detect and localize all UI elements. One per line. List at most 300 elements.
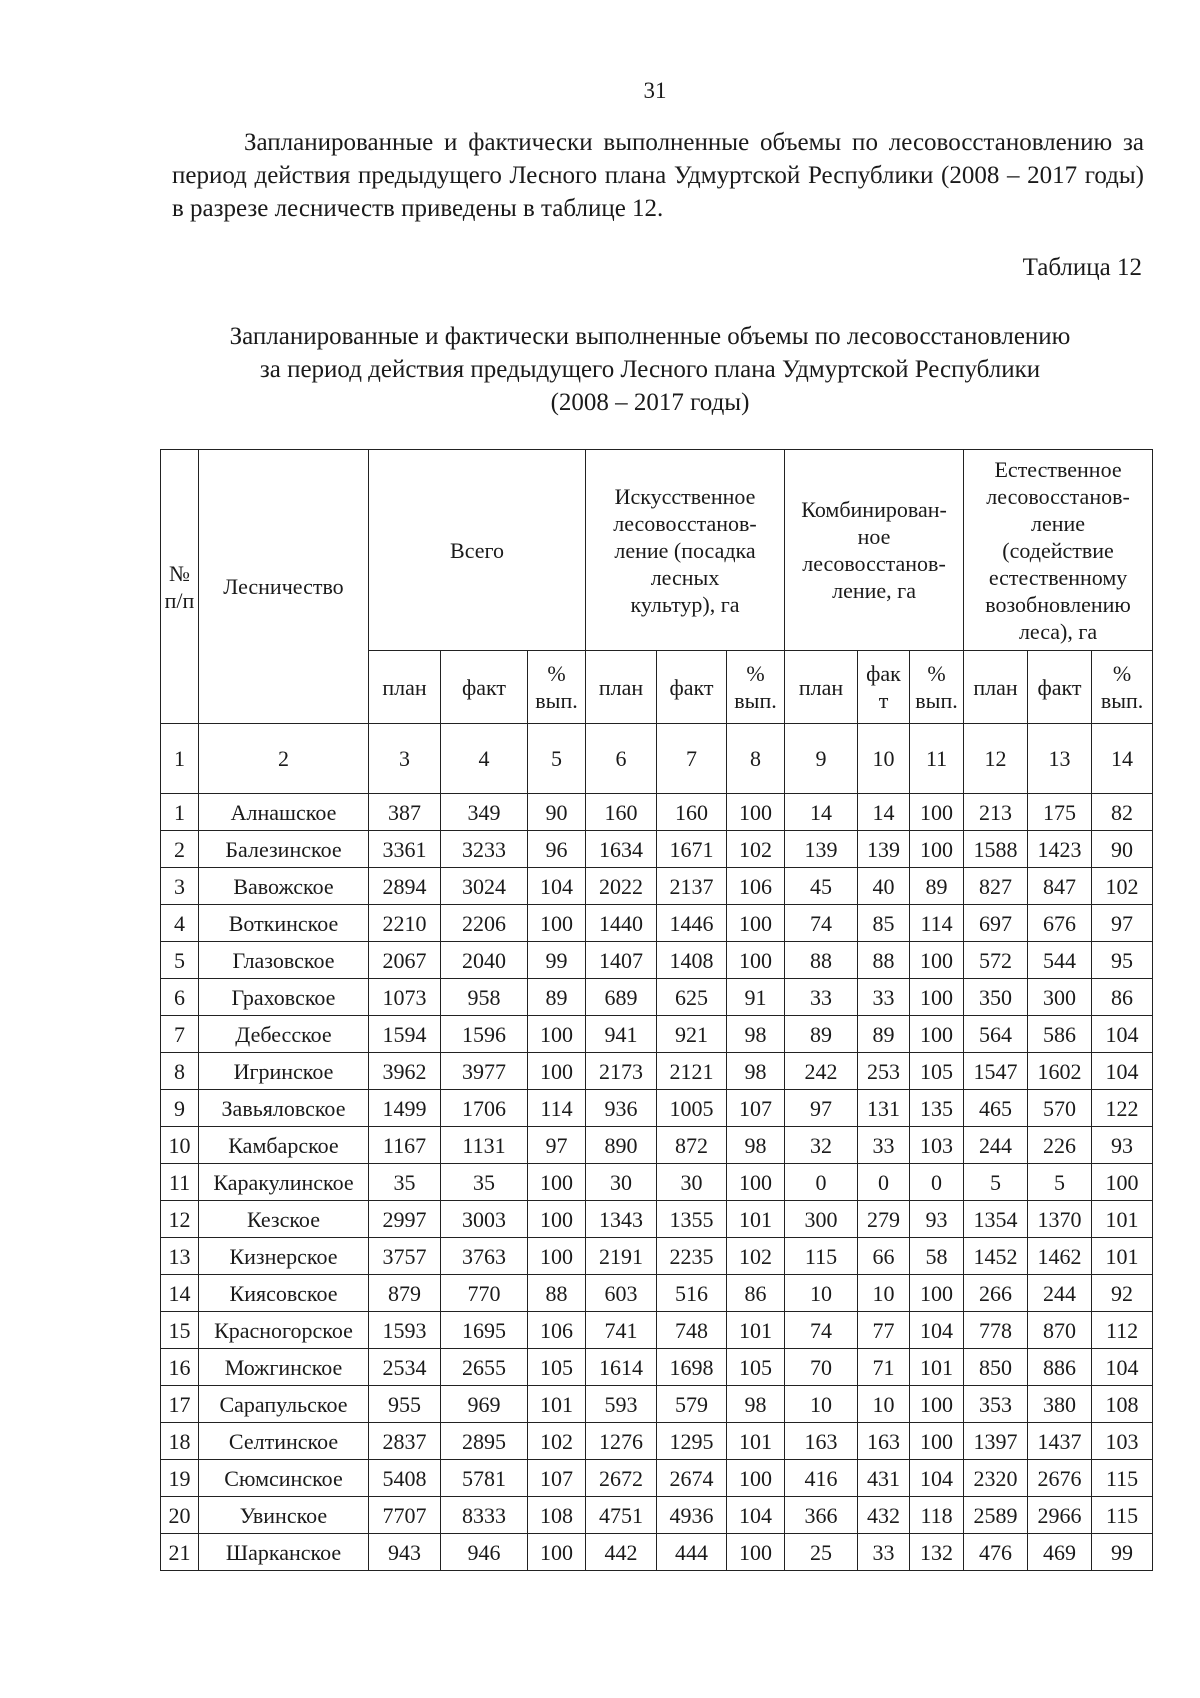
table-cell: 1594 — [369, 1016, 441, 1053]
table-cell: 3962 — [369, 1053, 441, 1090]
table-cell: 936 — [586, 1090, 657, 1127]
table-cell: 2997 — [369, 1201, 441, 1238]
table-cell: 946 — [441, 1534, 528, 1571]
forestry-name: Глазовское — [199, 942, 369, 979]
table-cell: 89 — [528, 979, 586, 1016]
table-cell: 1671 — [657, 831, 727, 868]
header-combined-fact: фак т — [858, 651, 910, 724]
table-cell: 1073 — [369, 979, 441, 1016]
column-number: 3 — [369, 724, 441, 794]
table-cell: 93 — [1092, 1127, 1153, 1164]
table-cell: 10 — [858, 1386, 910, 1423]
table-cell: 0 — [858, 1164, 910, 1201]
row-number: 13 — [161, 1238, 199, 1275]
header-num: № п/п — [161, 450, 199, 724]
header-total-plan: план — [369, 651, 441, 724]
forestry-name: Киясовское — [199, 1275, 369, 1312]
table-cell: 778 — [964, 1312, 1028, 1349]
table-cell: 10 — [785, 1275, 858, 1312]
table-cell: 943 — [369, 1534, 441, 1571]
table-cell: 102 — [528, 1423, 586, 1460]
table-cell: 300 — [785, 1201, 858, 1238]
row-number: 21 — [161, 1534, 199, 1571]
table-cell: 0 — [910, 1164, 964, 1201]
table-cell: 90 — [528, 794, 586, 831]
table-cell: 2067 — [369, 942, 441, 979]
table-cell: 0 — [785, 1164, 858, 1201]
table-cell: 2206 — [441, 905, 528, 942]
table-cell: 1596 — [441, 1016, 528, 1053]
table-cell: 108 — [1092, 1386, 1153, 1423]
header-artificial-fact: факт — [657, 651, 727, 724]
table-cell: 114 — [910, 905, 964, 942]
table-cell: 941 — [586, 1016, 657, 1053]
table-cell: 3003 — [441, 1201, 528, 1238]
table-cell: 380 — [1028, 1386, 1092, 1423]
table-row — [161, 1312, 1153, 1349]
header-combined-pct: % вып. — [910, 651, 964, 724]
table-cell: 870 — [1028, 1312, 1092, 1349]
table-cell: 3233 — [441, 831, 528, 868]
table-cell: 2655 — [441, 1349, 528, 1386]
table-cell: 2966 — [1028, 1497, 1092, 1534]
table-cell: 70 — [785, 1349, 858, 1386]
column-number: 9 — [785, 724, 858, 794]
page-number: 31 — [643, 78, 667, 103]
column-number: 12 — [964, 724, 1028, 794]
table-cell: 66 — [858, 1238, 910, 1275]
table-cell: 86 — [1092, 979, 1153, 1016]
table-cell: 741 — [586, 1312, 657, 1349]
column-number: 5 — [528, 724, 586, 794]
table-row — [161, 1238, 1153, 1275]
table-cell: 827 — [964, 868, 1028, 905]
table-cell: 98 — [727, 1386, 785, 1423]
table-cell: 114 — [528, 1090, 586, 1127]
table-cell: 586 — [1028, 1016, 1092, 1053]
table-cell: 8333 — [441, 1497, 528, 1534]
column-number: 13 — [1028, 724, 1092, 794]
row-number: 17 — [161, 1386, 199, 1423]
header-artificial-plan: план — [586, 651, 657, 724]
table-row — [161, 1164, 1153, 1201]
table-cell: 872 — [657, 1127, 727, 1164]
column-number: 8 — [727, 724, 785, 794]
table-cell: 100 — [910, 942, 964, 979]
table-cell: 2320 — [964, 1460, 1028, 1497]
row-number: 9 — [161, 1090, 199, 1127]
table-cell: 1695 — [441, 1312, 528, 1349]
table-cell: 99 — [528, 942, 586, 979]
table-cell: 103 — [1092, 1423, 1153, 1460]
table-cell: 100 — [528, 1053, 586, 1090]
table-cell: 88 — [858, 942, 910, 979]
table-row — [161, 1349, 1153, 1386]
table-cell: 33 — [785, 979, 858, 1016]
table-cell: 115 — [785, 1238, 858, 1275]
table-row — [161, 794, 1153, 831]
table-cell: 3361 — [369, 831, 441, 868]
table-cell: 97 — [785, 1090, 858, 1127]
column-number: 2 — [199, 724, 369, 794]
table-cell: 1370 — [1028, 1201, 1092, 1238]
table-cell: 163 — [785, 1423, 858, 1460]
table-cell: 100 — [528, 905, 586, 942]
table-cell: 1593 — [369, 1312, 441, 1349]
table-cell: 1452 — [964, 1238, 1028, 1275]
table-cell: 100 — [910, 831, 964, 868]
table-cell: 244 — [1028, 1275, 1092, 1312]
column-number: 4 — [441, 724, 528, 794]
table-cell: 71 — [858, 1349, 910, 1386]
table-cell: 300 — [1028, 979, 1092, 1016]
table-cell: 100 — [1092, 1164, 1153, 1201]
table-cell: 1698 — [657, 1349, 727, 1386]
table-cell: 106 — [727, 868, 785, 905]
table-cell: 33 — [858, 979, 910, 1016]
table-cell: 1547 — [964, 1053, 1028, 1090]
table-cell: 1407 — [586, 942, 657, 979]
table-cell: 108 — [528, 1497, 586, 1534]
table-cell: 35 — [441, 1164, 528, 1201]
table-cell: 1408 — [657, 942, 727, 979]
table-cell: 96 — [528, 831, 586, 868]
table-cell: 850 — [964, 1349, 1028, 1386]
table-cell: 98 — [727, 1127, 785, 1164]
table-cell: 100 — [528, 1164, 586, 1201]
table-row — [161, 1201, 1153, 1238]
table-cell: 98 — [727, 1053, 785, 1090]
column-number-row — [161, 724, 1153, 794]
table-cell: 100 — [910, 794, 964, 831]
table-row — [161, 1460, 1153, 1497]
table-cell: 100 — [528, 1201, 586, 1238]
table-cell: 106 — [528, 1312, 586, 1349]
header-natural-plan: план — [964, 651, 1028, 724]
row-number: 18 — [161, 1423, 199, 1460]
table-cell: 89 — [858, 1016, 910, 1053]
table-title-line-2: за период действия предыдущего Лесного плана Удмуртской Республики — [259, 356, 1041, 383]
column-number: 11 — [910, 724, 964, 794]
column-number: 1 — [161, 724, 199, 794]
table-row — [161, 831, 1153, 868]
table-cell: 921 — [657, 1016, 727, 1053]
table-title-line-1: Запланированные и фактически выполненные объемы по лесовосстановлению — [229, 323, 1071, 350]
table-cell: 35 — [369, 1164, 441, 1201]
table-cell: 1276 — [586, 1423, 657, 1460]
table-row — [161, 1127, 1153, 1164]
forestry-name: Воткинское — [199, 905, 369, 942]
table-row — [161, 1386, 1153, 1423]
table-cell: 1167 — [369, 1127, 441, 1164]
table-cell: 112 — [1092, 1312, 1153, 1349]
table-cell: 89 — [785, 1016, 858, 1053]
table-cell: 444 — [657, 1534, 727, 1571]
table-cell: 102 — [727, 831, 785, 868]
table-cell: 30 — [657, 1164, 727, 1201]
table-cell: 103 — [910, 1127, 964, 1164]
table-cell: 139 — [785, 831, 858, 868]
table-cell: 97 — [1092, 905, 1153, 942]
table-row — [161, 868, 1153, 905]
row-number: 10 — [161, 1127, 199, 1164]
table-cell: 100 — [727, 942, 785, 979]
table-cell: 1634 — [586, 831, 657, 868]
table-cell: 1005 — [657, 1090, 727, 1127]
table-cell: 104 — [528, 868, 586, 905]
table-cell: 100 — [727, 1460, 785, 1497]
table-row — [161, 1090, 1153, 1127]
header-total-pct: % вып. — [528, 651, 586, 724]
table-cell: 32 — [785, 1127, 858, 1164]
header-combined-plan: план — [785, 651, 858, 724]
table-cell: 279 — [858, 1201, 910, 1238]
table-cell: 104 — [910, 1460, 964, 1497]
row-number: 12 — [161, 1201, 199, 1238]
header-total: Всего — [369, 450, 586, 651]
table-cell: 1614 — [586, 1349, 657, 1386]
table-cell: 88 — [785, 942, 858, 979]
row-number: 15 — [161, 1312, 199, 1349]
table-cell: 107 — [727, 1090, 785, 1127]
table-cell: 2137 — [657, 868, 727, 905]
table-cell: 100 — [910, 1275, 964, 1312]
column-number: 7 — [657, 724, 727, 794]
table-cell: 2674 — [657, 1460, 727, 1497]
table-cell: 101 — [1092, 1238, 1153, 1275]
table-cell: 100 — [528, 1534, 586, 1571]
table-cell: 879 — [369, 1275, 441, 1312]
table-cell: 3024 — [441, 868, 528, 905]
table-cell: 2895 — [441, 1423, 528, 1460]
table-cell: 1602 — [1028, 1053, 1092, 1090]
table-cell: 213 — [964, 794, 1028, 831]
header-forestry: Лесничество — [199, 450, 369, 724]
table-cell: 14 — [858, 794, 910, 831]
table-cell: 432 — [858, 1497, 910, 1534]
table-cell: 1295 — [657, 1423, 727, 1460]
forestry-name: Алнашское — [199, 794, 369, 831]
table-cell: 431 — [858, 1460, 910, 1497]
table-cell: 625 — [657, 979, 727, 1016]
header-total-fact: факт — [441, 651, 528, 724]
forestry-name: Можгинское — [199, 1349, 369, 1386]
table-cell: 570 — [1028, 1090, 1092, 1127]
table-cell: 958 — [441, 979, 528, 1016]
table-cell: 101 — [910, 1349, 964, 1386]
table-cell: 2235 — [657, 1238, 727, 1275]
table-row — [161, 1497, 1153, 1534]
table-cell: 139 — [858, 831, 910, 868]
table-cell: 5 — [1028, 1164, 1092, 1201]
table-cell: 115 — [1092, 1460, 1153, 1497]
row-number: 3 — [161, 868, 199, 905]
forestry-name: Кизнерское — [199, 1238, 369, 1275]
table-cell: 2837 — [369, 1423, 441, 1460]
table-cell: 3977 — [441, 1053, 528, 1090]
table-cell: 100 — [910, 1016, 964, 1053]
table-cell: 102 — [727, 1238, 785, 1275]
table-cell: 5408 — [369, 1460, 441, 1497]
table-row — [161, 1275, 1153, 1312]
table-cell: 1499 — [369, 1090, 441, 1127]
forestry-name: Увинское — [199, 1497, 369, 1534]
table-cell: 131 — [858, 1090, 910, 1127]
table-row — [161, 1016, 1153, 1053]
forestry-name: Вавожское — [199, 868, 369, 905]
table-cell: 175 — [1028, 794, 1092, 831]
table-cell: 104 — [1092, 1053, 1153, 1090]
table-cell: 2676 — [1028, 1460, 1092, 1497]
intro-paragraph: Запланированные и фактически выполненные объемы по лесовосстановлению за период действия предыдущего Лесного плана Удмуртской Республики (2008 – 2017 годы) в разрезе лесничеств приведены в таблице 12. — [172, 129, 1144, 222]
table-cell: 579 — [657, 1386, 727, 1423]
table-cell: 242 — [785, 1053, 858, 1090]
table-cell: 30 — [586, 1164, 657, 1201]
table-cell: 2173 — [586, 1053, 657, 1090]
table-cell: 2121 — [657, 1053, 727, 1090]
table-cell: 160 — [657, 794, 727, 831]
table-cell: 97 — [528, 1127, 586, 1164]
table-cell: 1397 — [964, 1423, 1028, 1460]
table-cell: 572 — [964, 942, 1028, 979]
table-cell: 969 — [441, 1386, 528, 1423]
forestry-name: Граховское — [199, 979, 369, 1016]
table-cell: 387 — [369, 794, 441, 831]
table-cell: 85 — [858, 905, 910, 942]
table-cell: 107 — [528, 1460, 586, 1497]
table-cell: 104 — [910, 1312, 964, 1349]
table-cell: 226 — [1028, 1127, 1092, 1164]
table-cell: 98 — [727, 1016, 785, 1053]
table-cell: 74 — [785, 1312, 858, 1349]
row-number: 7 — [161, 1016, 199, 1053]
column-number: 6 — [586, 724, 657, 794]
table-cell: 1446 — [657, 905, 727, 942]
forestry-name: Камбарское — [199, 1127, 369, 1164]
table-cell: 5 — [964, 1164, 1028, 1201]
header-natural-fact: факт — [1028, 651, 1092, 724]
table-cell: 101 — [528, 1386, 586, 1423]
header-combined: Комбинирован- ное лесовосстанов- ление, га — [785, 450, 964, 651]
forestry-name: Балезинское — [199, 831, 369, 868]
table-cell: 2191 — [586, 1238, 657, 1275]
table-cell: 544 — [1028, 942, 1092, 979]
table-cell: 100 — [727, 1534, 785, 1571]
table-cell: 2534 — [369, 1349, 441, 1386]
table-cell: 5781 — [441, 1460, 528, 1497]
table-cell: 101 — [727, 1312, 785, 1349]
forestry-name: Кезское — [199, 1201, 369, 1238]
table-row — [161, 1423, 1153, 1460]
table-row — [161, 1534, 1153, 1571]
table-cell: 99 — [1092, 1534, 1153, 1571]
table-cell: 593 — [586, 1386, 657, 1423]
table-cell: 1423 — [1028, 831, 1092, 868]
row-number: 1 — [161, 794, 199, 831]
table-cell: 40 — [858, 868, 910, 905]
table-row — [161, 905, 1153, 942]
table-cell: 88 — [528, 1275, 586, 1312]
table-cell: 4936 — [657, 1497, 727, 1534]
table-cell: 100 — [910, 979, 964, 1016]
row-number: 4 — [161, 905, 199, 942]
table-title — [150, 320, 1150, 419]
table-cell: 847 — [1028, 868, 1092, 905]
table-cell: 697 — [964, 905, 1028, 942]
table-cell: 1588 — [964, 831, 1028, 868]
table-cell: 58 — [910, 1238, 964, 1275]
table-row — [161, 1053, 1153, 1090]
table-cell: 77 — [858, 1312, 910, 1349]
table-cell: 100 — [910, 1423, 964, 1460]
table-cell: 1440 — [586, 905, 657, 942]
table-cell: 89 — [910, 868, 964, 905]
table-cell: 101 — [727, 1201, 785, 1238]
row-number: 20 — [161, 1497, 199, 1534]
table-cell: 476 — [964, 1534, 1028, 1571]
table-cell: 353 — [964, 1386, 1028, 1423]
forestry-name: Дебесское — [199, 1016, 369, 1053]
table-cell: 366 — [785, 1497, 858, 1534]
header-natural-pct: % вып. — [1092, 651, 1153, 724]
table-cell: 603 — [586, 1275, 657, 1312]
table-cell: 350 — [964, 979, 1028, 1016]
table-row — [161, 942, 1153, 979]
table-cell: 122 — [1092, 1090, 1153, 1127]
table-cell: 86 — [727, 1275, 785, 1312]
forestry-name: Сарапульское — [199, 1386, 369, 1423]
table-cell: 1343 — [586, 1201, 657, 1238]
header-artificial-pct: % вып. — [727, 651, 785, 724]
row-number: 16 — [161, 1349, 199, 1386]
forestry-name: Каракулинское — [199, 1164, 369, 1201]
table-cell: 101 — [727, 1423, 785, 1460]
table-cell: 4751 — [586, 1497, 657, 1534]
table-cell: 100 — [727, 794, 785, 831]
table-cell: 100 — [528, 1016, 586, 1053]
table-cell: 95 — [1092, 942, 1153, 979]
table-cell: 100 — [910, 1386, 964, 1423]
table-cell: 748 — [657, 1312, 727, 1349]
table-cell: 3763 — [441, 1238, 528, 1275]
table-cell: 101 — [1092, 1201, 1153, 1238]
table-cell: 160 — [586, 794, 657, 831]
table-cell: 2672 — [586, 1460, 657, 1497]
table-cell: 564 — [964, 1016, 1028, 1053]
table-cell: 955 — [369, 1386, 441, 1423]
table-cell: 90 — [1092, 831, 1153, 868]
table-cell: 115 — [1092, 1497, 1153, 1534]
table-cell: 2022 — [586, 868, 657, 905]
table-cell: 25 — [785, 1534, 858, 1571]
table-cell: 33 — [858, 1534, 910, 1571]
table-cell: 1437 — [1028, 1423, 1092, 1460]
table-cell: 516 — [657, 1275, 727, 1312]
table-cell: 2210 — [369, 905, 441, 942]
reforestation-table — [160, 449, 1153, 1571]
table-cell: 105 — [910, 1053, 964, 1090]
table-cell: 105 — [727, 1349, 785, 1386]
table-cell: 92 — [1092, 1275, 1153, 1312]
table-cell: 135 — [910, 1090, 964, 1127]
forestry-name: Сюмсинское — [199, 1460, 369, 1497]
row-number: 11 — [161, 1164, 199, 1201]
table-cell: 100 — [727, 1164, 785, 1201]
table-cell: 3757 — [369, 1238, 441, 1275]
table-cell: 469 — [1028, 1534, 1092, 1571]
forestry-name: Завьяловское — [199, 1090, 369, 1127]
table-cell: 10 — [858, 1275, 910, 1312]
